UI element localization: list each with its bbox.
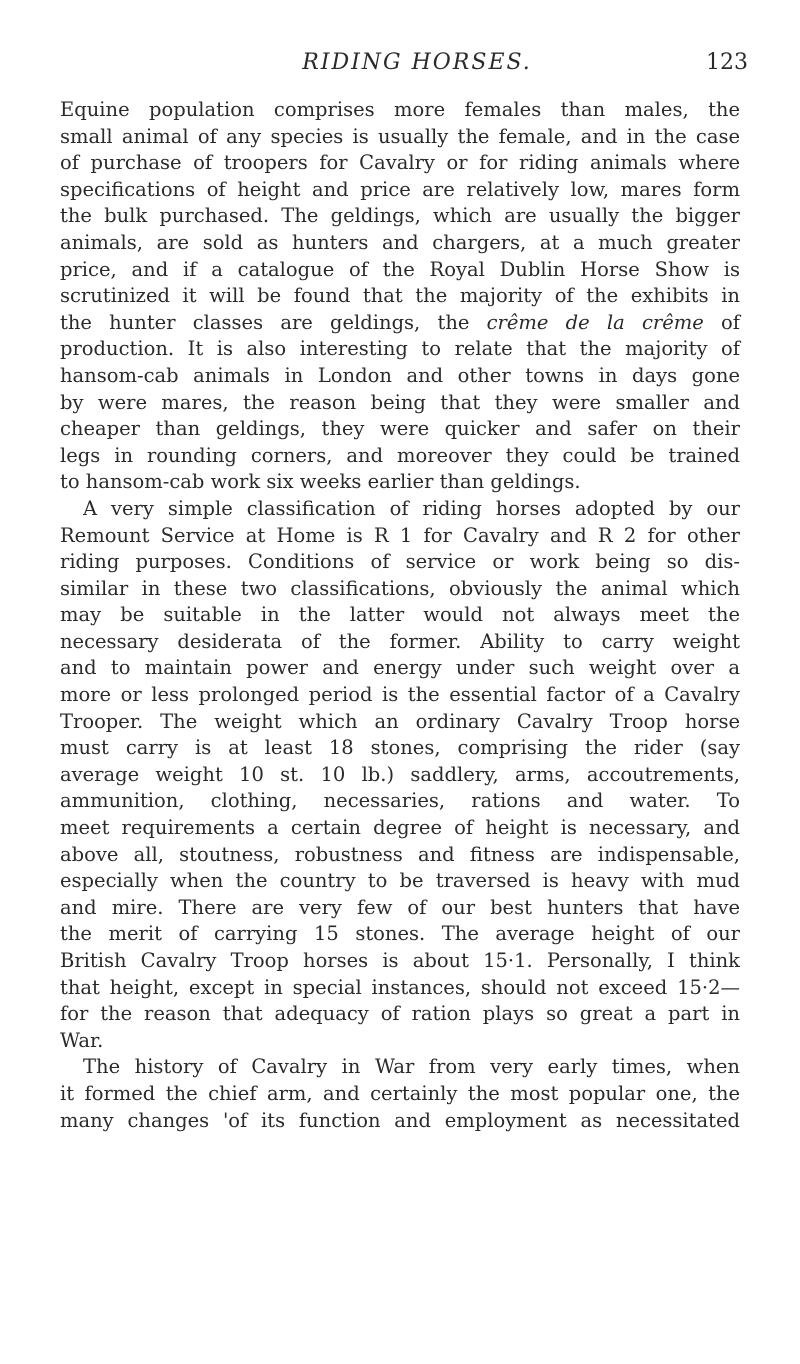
page-number: 123 (706, 50, 748, 75)
text-line: cheaper than geldings, they were quicker and safer on their (60, 417, 740, 441)
text-line: War. (60, 1028, 104, 1052)
text-line: The history of Cavalry in War from very early times, when (83, 1055, 740, 1079)
text-line: necessary desiderata of the former. Ability to carry weight (60, 629, 740, 653)
text-line: specifications of height and price are relatively low, mares form (60, 177, 740, 201)
text-line: A very simple classification of riding horses adopted by our (83, 496, 740, 520)
text-line: that height, except in special instances, should not exceed 15·2— (60, 975, 740, 999)
text-segment: of (703, 310, 741, 334)
text-line: the bulk purchased. The geldings, which are usually the bigger (60, 204, 740, 228)
running-title: RIDING HORSES. (302, 50, 532, 75)
text-line: Trooper. The weight which an ordinary Cavalry Troop horse (60, 709, 740, 733)
text-line: must carry is at least 18 stones, comprising the rider (say (60, 736, 740, 760)
text-line: ammunition, clothing, necessaries, rations and water. To (60, 789, 740, 813)
paragraph-3 (60, 1054, 740, 1134)
italic-phrase: crême de la crême (486, 310, 704, 334)
text-line: riding purposes. Conditions of service or work being so dis- (60, 550, 740, 574)
text-line: legs in rounding corners, and moreover they could be trained (60, 443, 740, 467)
text-line: of purchase of troopers for Cavalry or for riding animals where (60, 151, 740, 175)
paragraph-2 (60, 496, 740, 1054)
text-line: to hansom-cab work six weeks earlier than geldings. (60, 470, 581, 494)
text-line: for the reason that adequacy of ration plays so great a part in (60, 1002, 740, 1026)
text-line: small animal of any species is usually the female, and in the case (60, 124, 740, 148)
text-line: may be suitable in the latter would not always meet the (60, 603, 740, 627)
text-line: it formed the chief arm, and certainly the most popular one, the (60, 1081, 740, 1105)
body-text (60, 97, 740, 1134)
text-line: production. It is also interesting to relate that the majority of (60, 337, 740, 361)
running-header (86, 50, 748, 80)
text-line: Remount Service at Home is R 1 for Cavalry and R 2 for other (60, 523, 740, 547)
text-line: hansom-cab animals in London and other towns in days gone (60, 363, 740, 387)
text-line: similar in these two classifications, obviously the animal which (60, 576, 740, 600)
text-line: price, and if a catalogue of the Royal Dublin Horse Show is (60, 257, 740, 281)
text-line: many changes 'of its function and employment as necessitated (60, 1108, 740, 1132)
text-line: animals, are sold as hunters and chargers, at a much greater (60, 230, 740, 254)
text-line: especially when the country to be traversed is heavy with mud (60, 869, 740, 893)
text-line (60, 310, 740, 337)
text-segment: the hunter classes are geldings, the (60, 310, 487, 334)
text-line: scrutinized it will be found that the majority of the exhibits in (60, 284, 740, 308)
text-line: and to maintain power and energy under such weight over a (60, 656, 740, 680)
text-line: British Cavalry Troop horses is about 15·1. Personally, I think (60, 949, 740, 972)
text-line: meet requirements a certain degree of height is necessary, and (60, 816, 740, 840)
text-line: average weight 10 st. 10 lb.) saddlery, arms, accoutrements, (60, 762, 740, 786)
paragraph-1 (60, 97, 740, 496)
text-line: the merit of carrying 15 stones. The average height of our (60, 922, 740, 946)
text-line: more or less prolonged period is the essential factor of a Cavalry (60, 683, 740, 707)
text-line: by were mares, the reason being that they were smaller and (60, 390, 740, 414)
text-line: Equine population comprises more females than males, the (60, 98, 740, 121)
text-line: above all, stoutness, robustness and fitness are indispensable, (60, 842, 740, 866)
text-line: and mire. There are very few of our best hunters that have (60, 895, 740, 919)
